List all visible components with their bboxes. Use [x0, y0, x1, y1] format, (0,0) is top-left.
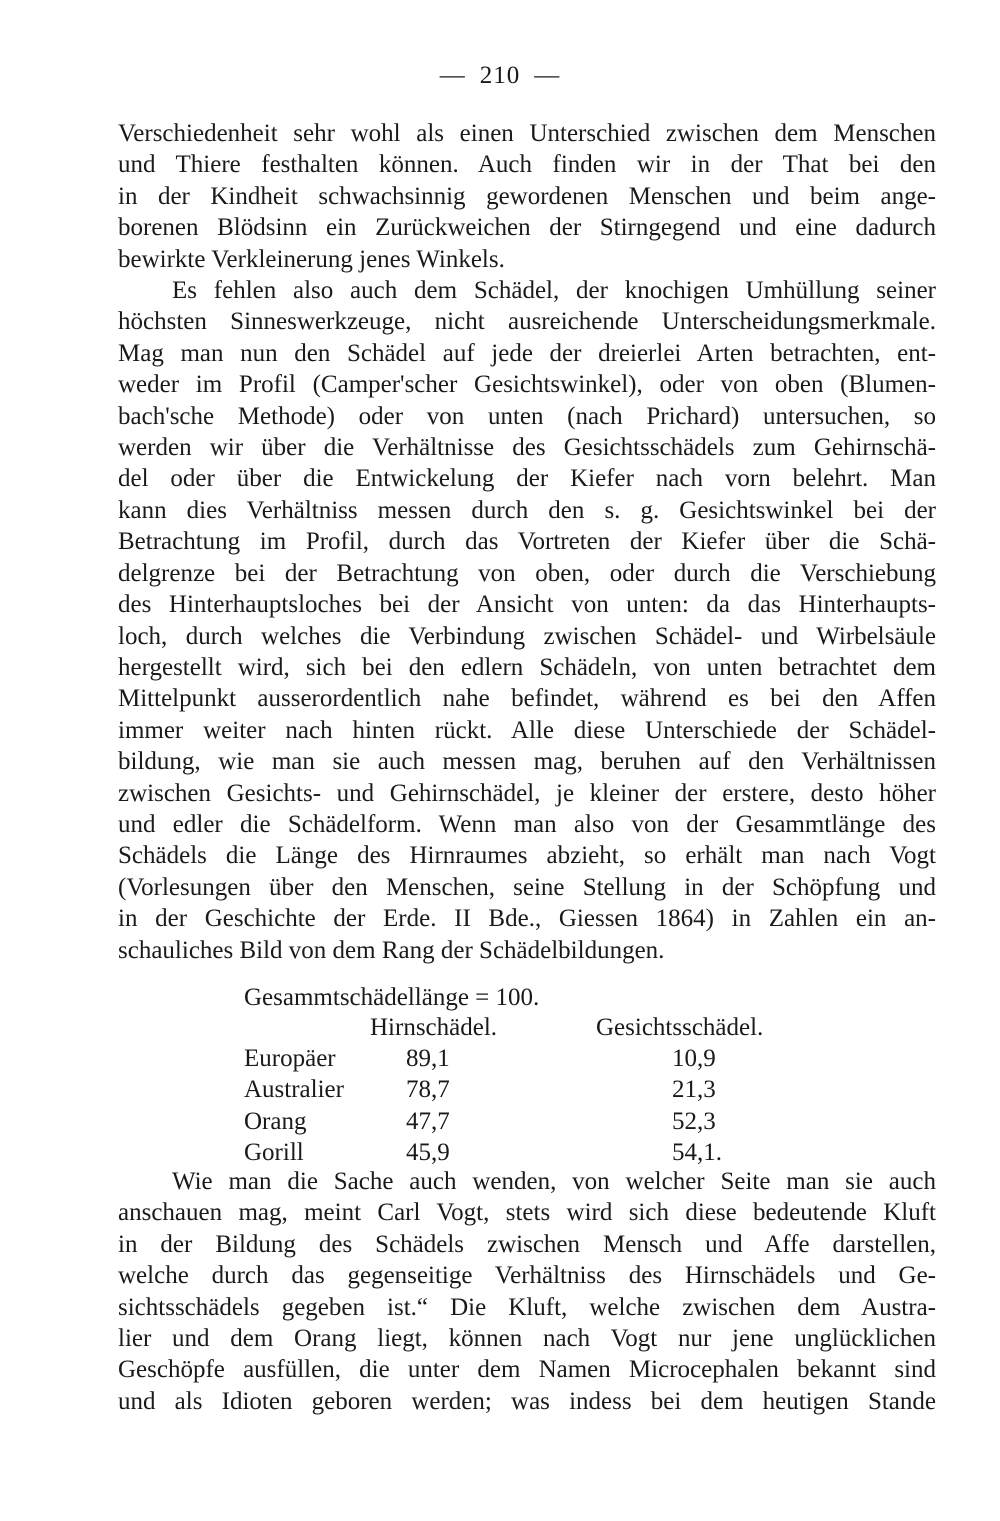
text-line: und Thiere festhalten können. Auch finden wir in der That bei den — [118, 151, 936, 179]
table-cell: Orang — [244, 1107, 307, 1135]
table-row — [244, 1106, 862, 1137]
text-line: (Vorlesungen über den Menschen, seine Stellung in der Schöpfung und — [118, 873, 936, 901]
table-cell: 54,1. — [672, 1139, 722, 1167]
table-cell: 45,9 — [406, 1139, 450, 1167]
text-line: bewirkte Verkleinerung jenes Winkels. — [118, 245, 505, 273]
text-line: del oder über die Entwickelung der Kiefer nach vorn belehrt. Man — [118, 465, 936, 493]
page-number-dash-right: — — [534, 62, 561, 89]
text-line: in der Bildung des Schädels zwischen Mensch und Affe darstellen, — [118, 1230, 936, 1258]
table-cell: 47,7 — [406, 1107, 450, 1135]
skull-ratio-table — [244, 1012, 862, 1169]
body-text-lower — [118, 1166, 936, 1417]
page-number-dash-left: — — [439, 62, 466, 89]
text-line: welche durch das gegenseitige Verhältniss des Hirnschädels und Ge- — [118, 1262, 936, 1290]
text-line: und edler die Schädelform. Wenn man also von der Gesammtlänge des — [118, 810, 936, 838]
text-line: sichtsschädels gegeben ist.“ Die Kluft, welche zwischen dem Austra- — [118, 1293, 936, 1321]
text-line: Betrachtung im Profil, durch das Vortreten der Kiefer über die Schä- — [118, 528, 936, 556]
text-line: des Hinterhauptsloches bei der Ansicht von unten: da das Hinterhaupts- — [118, 591, 936, 619]
text-line: immer weiter nach hinten rückt. Alle diese Unterschiede der Schädel- — [118, 716, 936, 744]
paragraph-1 — [118, 118, 936, 275]
table-row — [244, 1043, 862, 1074]
text-line: Geschöpfe ausfüllen, die unter dem Namen Microcephalen bekannt sind — [118, 1356, 936, 1384]
text-line: in der Kindheit schwachsinnig gewordenen Menschen und beim ange- — [118, 182, 936, 210]
table-cell: Australier — [244, 1076, 344, 1104]
table-header-cell: Hirnschädel. — [370, 1013, 498, 1041]
text-line: lier und dem Orang liegt, können nach Vogt nur jene unglücklichen — [118, 1325, 936, 1353]
table-cell: Gorill — [244, 1139, 304, 1167]
table-cell: 89,1 — [406, 1045, 450, 1073]
text-line: und als Idioten geboren werden; was indess bei dem heutigen Stande — [118, 1387, 936, 1415]
table-row — [244, 1138, 862, 1169]
text-line: hergestellt wird, sich bei den edlern Schädeln, von unten betrachtet dem — [118, 653, 936, 681]
table-cell: 10,9 — [672, 1045, 716, 1073]
text-line: werden wir über die Verhältnisse des Gesichtsschädels zum Gehirnschä- — [118, 434, 936, 462]
table-cell: 78,7 — [406, 1076, 450, 1104]
text-line: schauliches Bild von dem Rang der Schädelbildungen. — [118, 936, 665, 964]
table-cell: 21,3 — [672, 1076, 716, 1104]
paragraph-2 — [118, 275, 936, 966]
page-number-value: 210 — [479, 62, 521, 89]
table-row — [244, 1075, 862, 1106]
table-cell: 52,3 — [672, 1107, 716, 1135]
table-cell: Europäer — [244, 1045, 336, 1073]
text-line: Verschiedenheit sehr wohl als einen Unterschied zwischen dem Menschen — [118, 120, 936, 147]
text-line: Schädels die Länge des Hirnraumes abzieht, so erhält man nach Vogt — [118, 842, 936, 870]
text-line: in der Geschichte der Erde. II Bde., Giessen 1864) in Zahlen ein an- — [118, 905, 936, 933]
text-line: zwischen Gesichts- und Gehirnschädel, je kleiner der erstere, desto höher — [118, 779, 936, 807]
text-line: höchsten Sinneswerkzeuge, nicht ausreichende Unterscheidungsmerkmale. — [118, 308, 936, 336]
text-line: Es fehlen also auch dem Schädel, der knochigen Umhüllung seiner — [172, 277, 936, 305]
table-header-row — [244, 1012, 862, 1043]
table-header-cell — [244, 1012, 370, 1043]
table-caption: Gesammtschädellänge = 100. — [244, 984, 540, 1011]
page-number — [0, 62, 1000, 90]
text-line: anschauen mag, meint Carl Vogt, stets wird sich diese bedeutende Kluft — [118, 1199, 936, 1227]
text-line: borenen Blödsinn ein Zurückweichen der Stirngegend und eine dadurch — [118, 214, 936, 242]
text-line: loch, durch welches die Verbindung zwischen Schädel- und Wirbelsäule — [118, 622, 936, 650]
text-line: weder im Profil (Camper'scher Gesichtswinkel), oder von oben (Blumen- — [118, 371, 936, 399]
table-header-cell: Gesichtsschädel. — [596, 1013, 764, 1041]
body-text-upper — [118, 118, 936, 966]
text-line: kann dies Verhältniss messen durch den s. g. Gesichtswinkel bei der — [118, 496, 936, 524]
paragraph-3 — [118, 1166, 936, 1417]
text-line: Mag man nun den Schädel auf jede der dreierlei Arten betrachten, ent- — [118, 339, 936, 367]
text-line: bach'sche Methode) oder von unten (nach Prichard) untersuchen, so — [118, 402, 936, 430]
text-line: Wie man die Sache auch wenden, von welcher Seite man sie auch — [172, 1168, 936, 1195]
text-line: delgrenze bei der Betrachtung von oben, oder durch die Verschiebung — [118, 559, 936, 587]
text-line: bildung, wie man sie auch messen mag, beruhen auf den Verhältnissen — [118, 748, 936, 776]
text-line: Mittelpunkt ausserordentlich nahe befindet, während es bei den Affen — [118, 685, 936, 713]
